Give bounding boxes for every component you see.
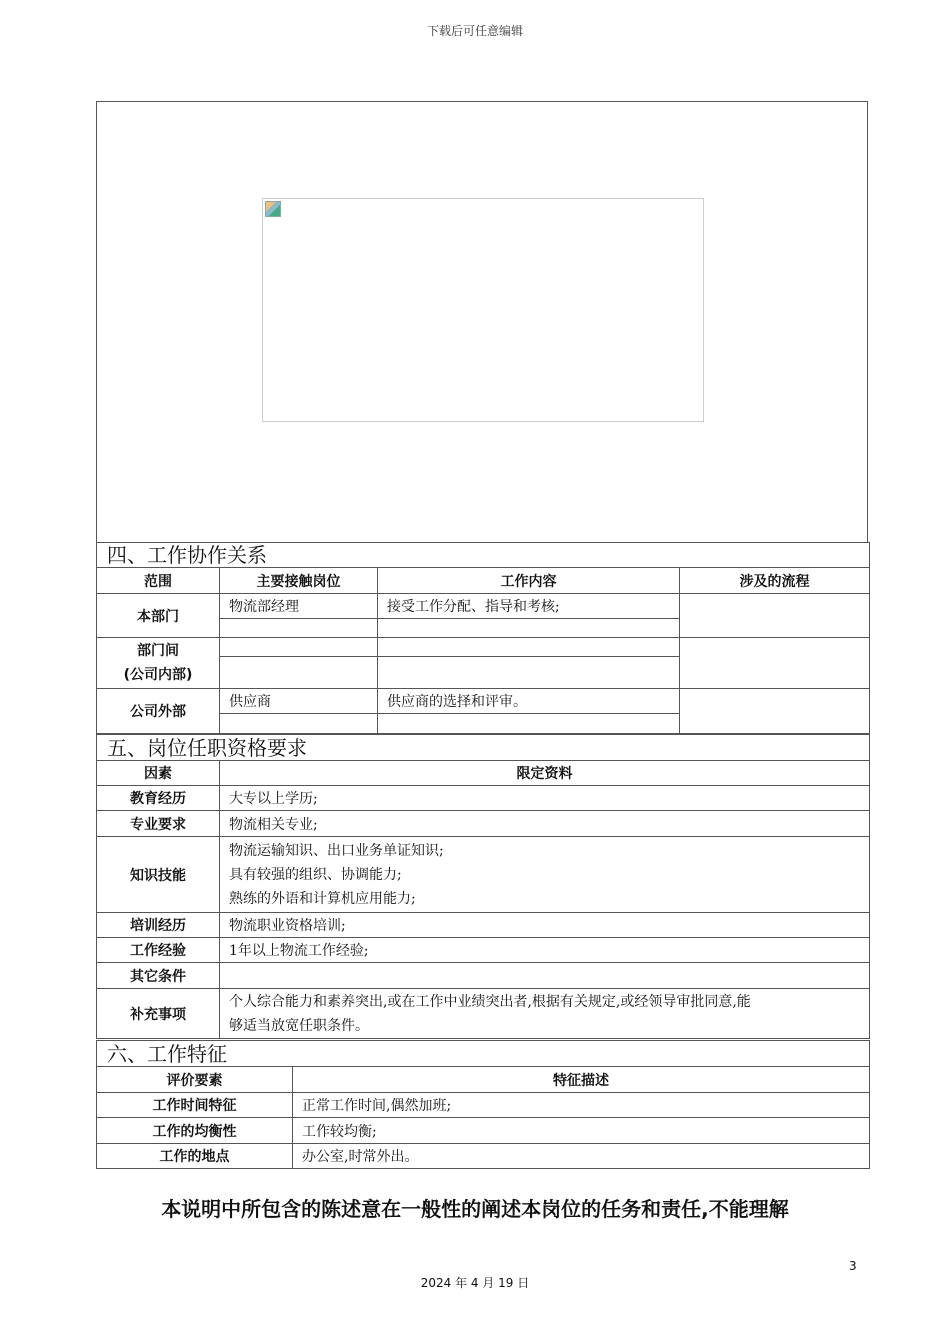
scope-cell: 本部门	[97, 594, 220, 638]
col-header-desc: 特征描述	[293, 1067, 870, 1093]
post-cell	[220, 619, 378, 638]
content-cell: 接受工作分配、指导和考核;	[378, 594, 680, 619]
detail-cell: 物流职业资格培训;	[220, 913, 870, 938]
post-cell: 物流部经理	[220, 594, 378, 619]
factor-cell: 工作的均衡性	[97, 1118, 293, 1144]
desc-cell: 正常工作时间,偶然加班;	[293, 1093, 870, 1118]
detail-line: 具有较强的组织、协调能力;	[229, 866, 402, 883]
post-cell: 供应商	[220, 689, 378, 714]
collaboration-table	[96, 542, 870, 734]
detail-line: 物流运输知识、出口业务单证知识;	[229, 842, 444, 859]
desc-cell: 工作较均衡;	[293, 1118, 870, 1144]
detail-line: 个人综合能力和素养突出,或在工作中业绩突出者,根据有关规定,或经领导审批同意,能	[229, 993, 751, 1010]
diagram-frame	[96, 101, 868, 542]
post-cell	[220, 638, 378, 657]
col-header-factor: 评价要素	[97, 1067, 293, 1093]
process-cell	[680, 689, 870, 734]
col-header-process: 涉及的流程	[680, 568, 870, 594]
page-number: 3	[849, 1259, 857, 1273]
content-cell: 供应商的选择和评审。	[378, 689, 680, 714]
detail-cell: 大专以上学历;	[220, 786, 870, 811]
content-cell	[378, 714, 680, 734]
detail-line: 熟练的外语和计算机应用能力;	[229, 890, 416, 907]
factor-cell: 培训经历	[97, 913, 220, 938]
disclaimer-statement: 本说明中所包含的陈述意在一般性的阐述本岗位的任务和责任,不能理解	[161, 1197, 789, 1221]
detail-cell	[220, 989, 870, 1039]
factor-cell: 知识技能	[97, 837, 220, 913]
factor-cell: 补充事项	[97, 989, 220, 1039]
post-cell	[220, 714, 378, 734]
detail-line: 够适当放宽任职条件。	[229, 1017, 369, 1034]
col-header-content: 工作内容	[378, 568, 680, 594]
section-6-title: 六、工作特征	[97, 1041, 870, 1067]
content-cell	[378, 638, 680, 657]
footer-date: 2024 年 4 月 19 日	[420, 1276, 530, 1290]
detail-cell: 物流相关专业;	[220, 811, 870, 837]
process-cell	[680, 638, 870, 689]
qualification-table	[96, 734, 870, 1039]
section-4-title: 四、工作协作关系	[97, 543, 870, 568]
content-cell	[378, 619, 680, 638]
post-cell	[220, 657, 378, 689]
factor-cell: 工作的地点	[97, 1144, 293, 1169]
factor-cell: 其它条件	[97, 963, 220, 989]
detail-cell: 1年以上物流工作经验;	[220, 938, 870, 963]
scope-line: (公司内部)	[123, 667, 193, 683]
content-cell	[378, 657, 680, 689]
broken-image-icon	[265, 201, 281, 217]
work-features-table	[96, 1040, 870, 1169]
detail-cell	[220, 837, 870, 913]
col-header-post: 主要接触岗位	[220, 568, 378, 594]
scope-cell: 公司外部	[97, 689, 220, 734]
desc-cell: 办公室,时常外出。	[293, 1144, 870, 1169]
col-header-scope: 范围	[97, 568, 220, 594]
detail-cell	[220, 963, 870, 989]
process-cell	[680, 594, 870, 638]
page-header: 下载后可任意编辑	[426, 24, 523, 38]
col-header-factor: 因素	[97, 761, 220, 786]
col-header-detail: 限定资料	[220, 761, 870, 786]
factor-cell: 专业要求	[97, 811, 220, 837]
scope-line: 部门间	[137, 643, 179, 659]
section-5-title: 五、岗位任职资格要求	[97, 735, 870, 761]
factor-cell: 工作时间特征	[97, 1093, 293, 1118]
factor-cell: 教育经历	[97, 786, 220, 811]
factor-cell: 工作经验	[97, 938, 220, 963]
scope-cell	[97, 638, 220, 689]
image-placeholder	[262, 198, 704, 422]
